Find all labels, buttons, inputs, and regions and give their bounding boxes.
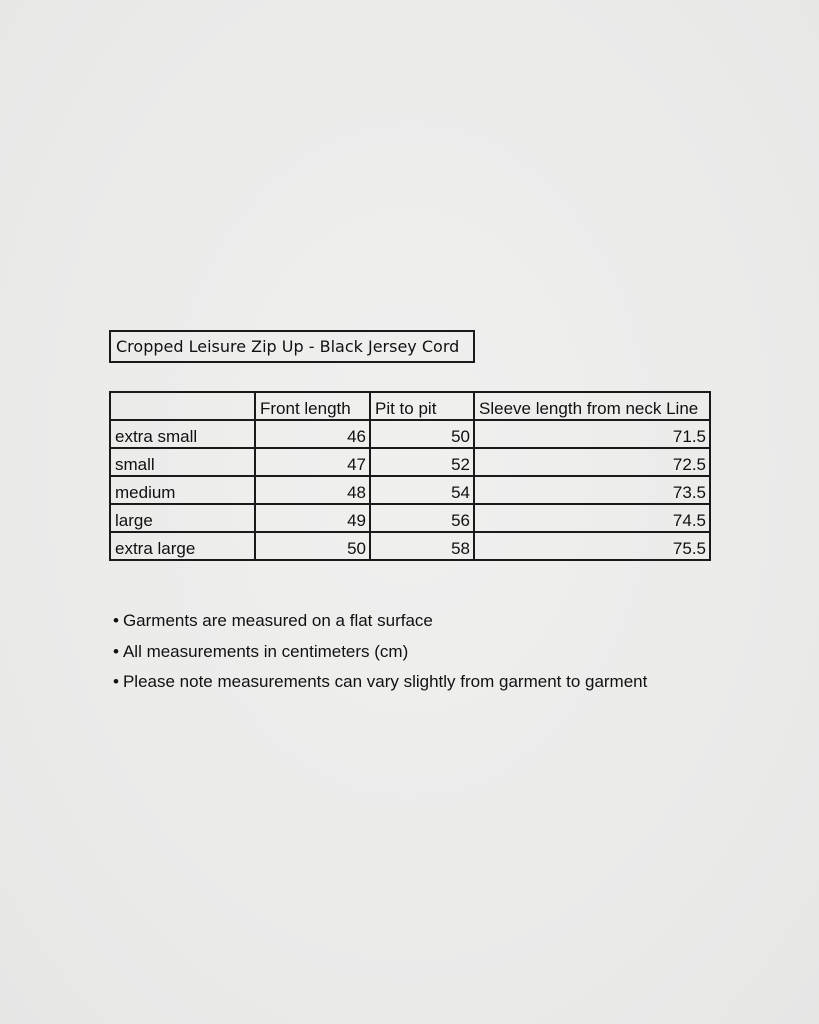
size-label-cell: medium [110, 476, 255, 504]
sleeve-length-cell: 72.5 [474, 448, 710, 476]
front-length-cell: 46 [255, 420, 370, 448]
size-label-cell: small [110, 448, 255, 476]
pit-to-pit-cell: 54 [370, 476, 474, 504]
list-item [113, 667, 647, 698]
size-label-cell: large [110, 504, 255, 532]
table-row [110, 476, 710, 504]
sleeve-length-cell: 71.5 [474, 420, 710, 448]
pit-to-pit-cell: 58 [370, 532, 474, 560]
size-label-cell: extra large [110, 532, 255, 560]
pit-to-pit-cell: 56 [370, 504, 474, 532]
table-row [110, 448, 710, 476]
header-cell-size [110, 392, 255, 420]
table-row [110, 420, 710, 448]
header-cell-front-length: Front length [255, 392, 370, 420]
bullet-glyph: • [113, 672, 119, 691]
header-cell-pit-to-pit: Pit to pit [370, 392, 474, 420]
list-item [113, 637, 647, 668]
note-text: Garments are measured on a flat surface [122, 611, 433, 630]
size-chart-table [109, 391, 711, 561]
sleeve-length-cell: 74.5 [474, 504, 710, 532]
sleeve-length-cell: 75.5 [474, 532, 710, 560]
header-cell-sleeve-length: Sleeve length from neck Line [474, 392, 710, 420]
front-length-cell: 48 [255, 476, 370, 504]
table-header-row [110, 392, 710, 420]
measurement-notes-list [113, 606, 647, 698]
front-length-cell: 50 [255, 532, 370, 560]
note-text: Please note measurements can vary slightly from garment to garment [122, 672, 648, 691]
product-title: Cropped Leisure Zip Up - Black Jersey Cord [109, 330, 475, 363]
table-row [110, 532, 710, 560]
list-item [113, 606, 647, 637]
bullet-glyph: • [113, 611, 119, 630]
table-row [110, 504, 710, 532]
sleeve-length-cell: 73.5 [474, 476, 710, 504]
pit-to-pit-cell: 52 [370, 448, 474, 476]
front-length-cell: 49 [255, 504, 370, 532]
pit-to-pit-cell: 50 [370, 420, 474, 448]
size-label-cell: extra small [110, 420, 255, 448]
bullet-glyph: • [113, 641, 119, 661]
note-text: All measurements in centimeters (cm) [122, 641, 409, 661]
front-length-cell: 47 [255, 448, 370, 476]
